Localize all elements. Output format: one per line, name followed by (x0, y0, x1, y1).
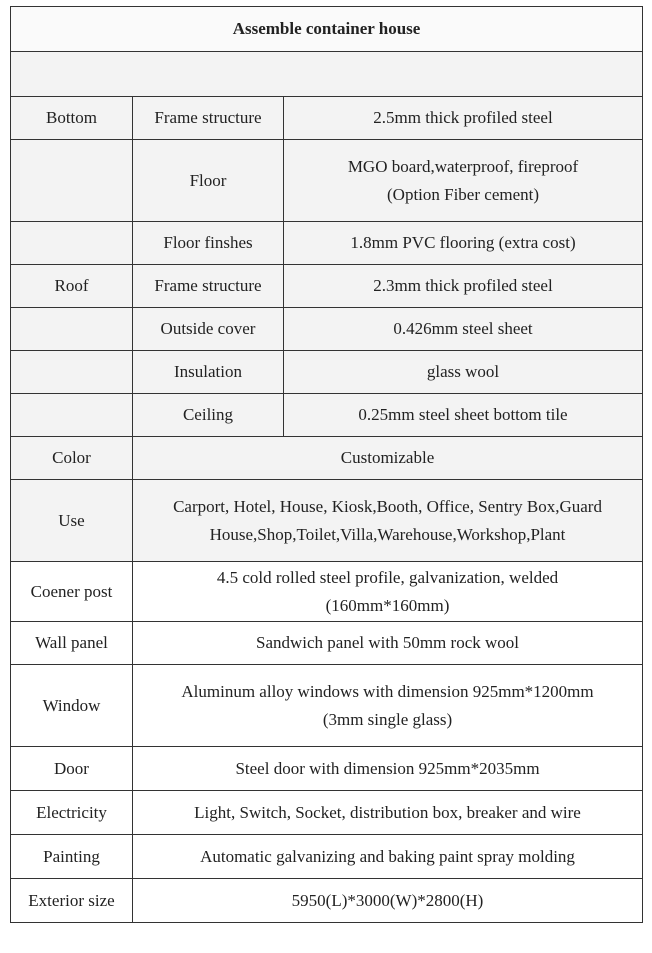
table-row (11, 835, 643, 879)
table-title: Assemble container house (11, 7, 643, 52)
category-cell: Electricity (11, 791, 133, 835)
item-cell: Ceiling (133, 394, 284, 437)
value-cell (133, 480, 643, 562)
table-row (11, 97, 643, 140)
value-line: MGO board,waterproof, fireproof (347, 156, 579, 176)
value-line: (3mm single glass) (322, 709, 453, 729)
value-line: (Option Fiber cement) (387, 184, 540, 204)
category-cell: Painting (11, 835, 133, 879)
table-row (11, 791, 643, 835)
blank-cell (11, 52, 643, 97)
category-cell: Wall panel (11, 622, 133, 665)
category-cell (11, 308, 133, 351)
value-cell: Automatic galvanizing and baking paint spray molding (133, 835, 643, 879)
value-line: 4.5 cold rolled steel profile, galvanization, welded (216, 567, 559, 587)
category-cell: Exterior size (11, 879, 133, 923)
category-cell: Door (11, 747, 133, 791)
value-cell: Steel door with dimension 925mm*2035mm (133, 747, 643, 791)
table-row (11, 351, 643, 394)
value-cell (284, 140, 643, 222)
table-row (11, 480, 643, 562)
table-row (11, 222, 643, 265)
table-row (11, 140, 643, 222)
category-cell (11, 140, 133, 222)
value-cell: Customizable (133, 437, 643, 480)
value-cell (133, 665, 643, 747)
value-line: Carport, Hotel, House, Kiosk,Booth, Office, Sentry Box,Guard (173, 496, 602, 516)
item-cell: Outside cover (133, 308, 284, 351)
item-cell: Frame structure (133, 265, 284, 308)
category-cell: Bottom (11, 97, 133, 140)
category-cell: Window (11, 665, 133, 747)
value-cell: 2.3mm thick profiled steel (284, 265, 643, 308)
table-row (11, 622, 643, 665)
spec-table (10, 6, 643, 923)
table-row (11, 747, 643, 791)
value-cell: glass wool (284, 351, 643, 394)
category-cell (11, 351, 133, 394)
value-line: House,Shop,Toilet,Villa,Warehouse,Workshop,Plant (209, 524, 566, 544)
table-row (11, 308, 643, 351)
table-row (11, 394, 643, 437)
category-cell: Coener post (11, 562, 133, 622)
category-cell (11, 394, 133, 437)
blank-row (11, 52, 643, 97)
value-cell: 1.8mm PVC flooring (extra cost) (284, 222, 643, 265)
table-row (11, 562, 643, 622)
value-cell: Sandwich panel with 50mm rock wool (133, 622, 643, 665)
value-cell: 0.25mm steel sheet bottom tile (284, 394, 643, 437)
table-row (11, 437, 643, 480)
category-cell: Roof (11, 265, 133, 308)
value-line: Aluminum alloy windows with dimension 925mm*1200mm (181, 681, 594, 701)
category-cell: Use (11, 480, 133, 562)
item-cell: Floor (133, 140, 284, 222)
value-cell: 0.426mm steel sheet (284, 308, 643, 351)
value-line: (160mm*160mm) (325, 595, 450, 615)
table-row (11, 879, 643, 923)
value-cell: 2.5mm thick profiled steel (284, 97, 643, 140)
item-cell: Frame structure (133, 97, 284, 140)
table-row (11, 265, 643, 308)
value-cell: 5950(L)*3000(W)*2800(H) (133, 879, 643, 923)
value-cell: Light, Switch, Socket, distribution box, breaker and wire (133, 791, 643, 835)
item-cell: Floor finshes (133, 222, 284, 265)
value-cell (133, 562, 643, 622)
table-row (11, 665, 643, 747)
title-row (11, 7, 643, 52)
item-cell: Insulation (133, 351, 284, 394)
category-cell (11, 222, 133, 265)
category-cell: Color (11, 437, 133, 480)
